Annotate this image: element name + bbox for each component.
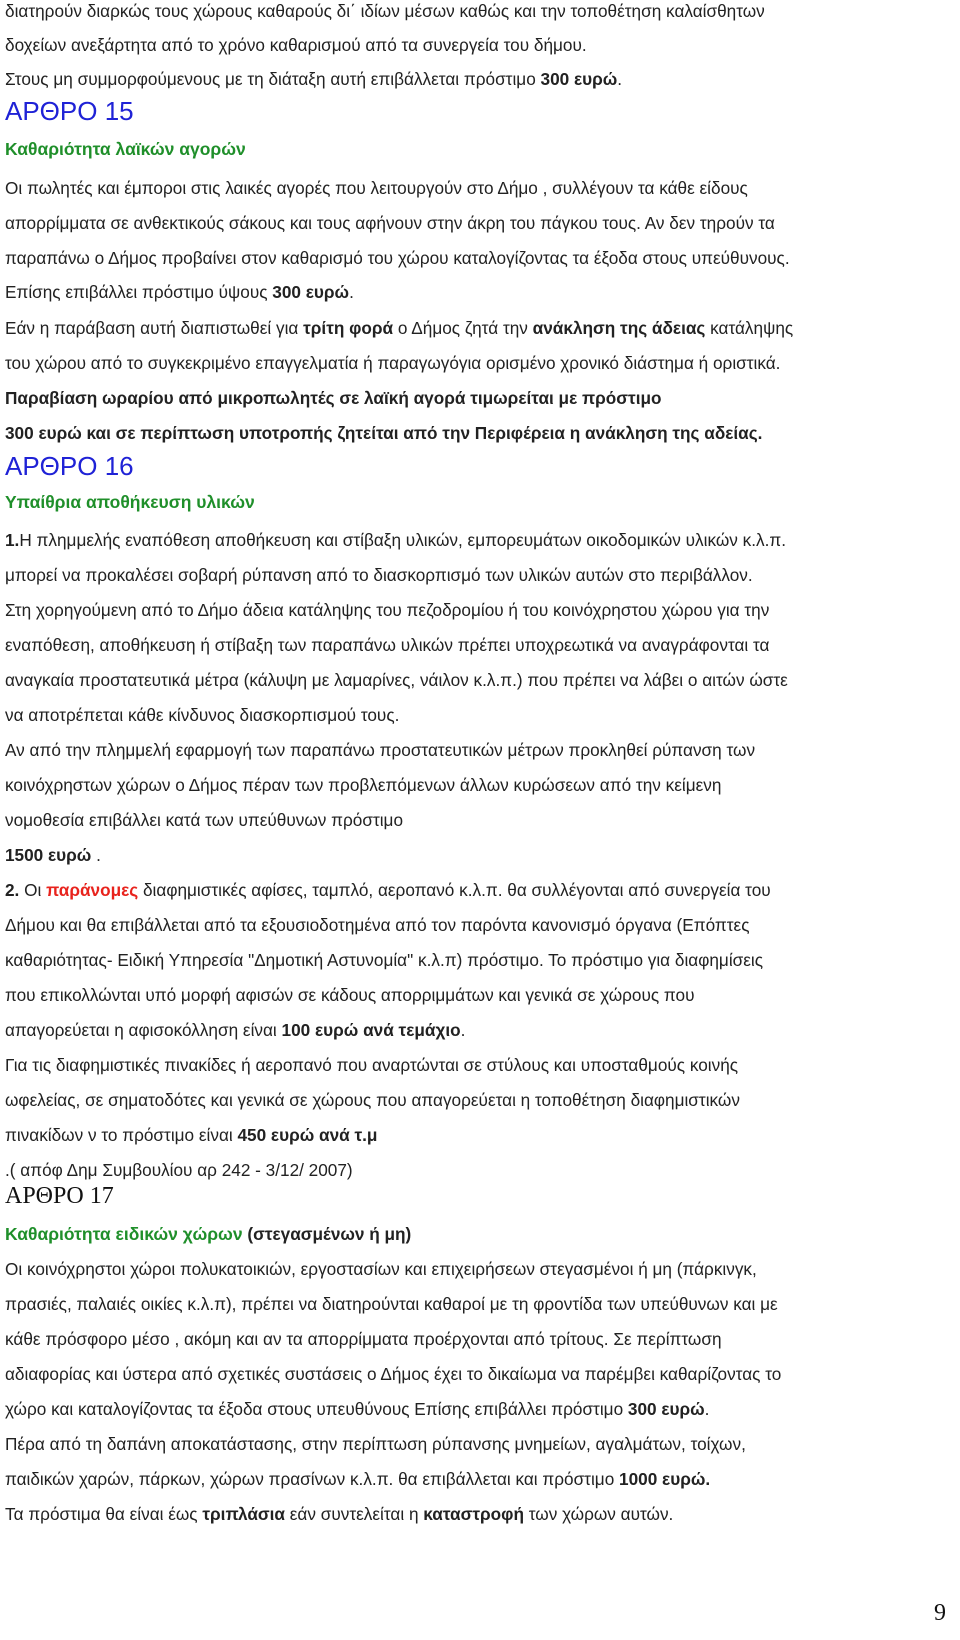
article-17-subheading — [5, 1222, 411, 1246]
article-16-subheading: Υπαίθρια αποθήκευση υλικών — [5, 492, 255, 512]
paragraph-line — [5, 1257, 757, 1281]
emphasis-text: τρίτη φορά — [303, 318, 394, 338]
text: Στη χορηγούμενη από το Δήμο άδεια κατάληψης του πεζοδρομίου ή του κοινόχρηστου χώρου για την — [5, 600, 770, 620]
paragraph-line — [5, 913, 749, 937]
text: Δήμου και θα επιβάλλεται από τα εξουσιοδοτημένα από τον παρόντα κανονισμό όργανα (Επόπτες — [5, 915, 750, 935]
paragraph-line — [5, 948, 763, 972]
fine-amount: 1000 ευρώ. — [619, 1469, 711, 1489]
text: . — [460, 1020, 466, 1040]
article-15-subheading: Καθαριότητα λαϊκών αγορών — [5, 139, 246, 159]
subheading-suffix: (στεγασμένων ή μη) — [242, 1224, 412, 1244]
item-number: 1. — [5, 530, 20, 550]
text: πινακίδων ν το πρόστιμο είναι — [5, 1125, 238, 1145]
text: Οι πωλητές και έμποροι στις λαικές αγορές που λειτουργούν στο Δήμο , συλλέγουν τα κάθε είδους — [5, 178, 748, 198]
paragraph-line — [5, 1053, 738, 1077]
paragraph-line — [5, 668, 788, 692]
text: νομοθεσία επιβάλλει κατά των υπεύθυνων πρόστιμο — [5, 810, 404, 830]
fine-amount: 450 ευρώ ανά τ.μ — [237, 1125, 378, 1145]
text: Επίσης επιβάλλει πρόστιμο ύψους — [5, 282, 273, 302]
page-number: 9 — [934, 1600, 946, 1626]
paragraph-line — [5, 1327, 722, 1351]
text: Τα πρόστιμα θα είναι έως — [5, 1504, 203, 1524]
paragraph-line — [5, 1123, 377, 1147]
paragraph-line — [5, 67, 622, 91]
paragraph-line — [5, 1362, 781, 1386]
text: εάν συντελείται η — [285, 1504, 424, 1524]
paragraph-line — [5, 983, 695, 1007]
decision-reference: .( απόφ Δημ Συμβουλίου αρ 242 - 3/12/ 2007) — [5, 1160, 353, 1180]
paragraph-line-bold: 300 ευρώ και σε περίπτωση υποτροπής ζητείται από την Περιφέρεια η ανάκληση της αδείας. — [5, 423, 763, 443]
paragraph-line-bold: Παραβίαση ωραρίου από μικροπωλητές σε λαϊκή αγορά τιμωρείται με πρόστιμο — [5, 388, 662, 408]
text: Πέρα από τη δαπάνη αποκατάστασης, στην περίπτωση ρύπανσης μνημείων, αγαλμάτων, τοίχων, — [5, 1434, 746, 1454]
text: διαφημιστικές αφίσες, ταμπλό, αεροπανό κ.λ.π. θα συλλέγονται από συνεργεία του — [138, 880, 771, 900]
text: . — [704, 1399, 710, 1419]
paragraph-line — [5, 773, 721, 797]
text: . — [617, 69, 623, 89]
text: κάθε πρόσφορο μέσο , ακόμη και αν τα απορρίμματα προέρχονται από τρίτους. Σε περίπτωση — [5, 1329, 722, 1349]
paragraph-line — [5, 633, 770, 657]
paragraph-line — [5, 0, 765, 23]
paragraph-line — [5, 598, 769, 622]
paragraph-line — [5, 211, 775, 235]
text: ωφελείας, σε σηματοδότες και γενικά σε χώρους που απαγορεύεται η τοποθέτηση διαφημιστικών — [5, 1090, 740, 1110]
text: αναγκαία προστατευτικά μέτρα (κάλυψη με λαμαρίνες, νάιλον κ.λ.π.) που πρέπει να λάβει ο αιτών ώστε — [5, 670, 788, 690]
paragraph-line — [5, 316, 793, 340]
text: πρασιές, παλαιές οικίες κ.λ.π), πρέπει να διατηρούνται καθαροί με τη φροντίδα των υπεύθυνων και με — [5, 1294, 778, 1314]
paragraph-line — [5, 1088, 740, 1112]
paragraph-line — [5, 176, 748, 200]
paragraph-line — [5, 563, 753, 587]
text: κατάληψης — [705, 318, 794, 338]
text: Οι κοινόχρηστοι χώροι πολυκατοικιών, εργοστασίων και επιχειρήσεων στεγασμένοι ή μη (πάρκινγκ, — [5, 1259, 757, 1279]
text: . — [91, 845, 101, 865]
text: κοινόχρηστων χώρων ο Δήμος πέραν των προβλεπόμενων άλλων κυρώσεων από την κείμενη — [5, 775, 722, 795]
fine-amount: 100 ευρώ ανά τεμάχιο — [281, 1020, 461, 1040]
text: Η πλημμελής εναπόθεση αποθήκευση και στίβαξη υλικών, εμπορευμάτων οικοδομικών υλικών κ.λ.π. — [19, 530, 787, 550]
paragraph-line — [5, 1502, 673, 1526]
text: των χώρων αυτών. — [523, 1504, 674, 1524]
text: εναπόθεση, αποθήκευση ή στίβαξη των παραπάνω υλικών πρέπει υποχρεωτικά να αναγράφονται τα — [5, 635, 770, 655]
emphasis-text: τριπλάσια — [202, 1504, 285, 1524]
text: του χώρου από το συγκεκριμένο επαγγελματία ή παραγωγόγια ορισμένο χρονικό διάστημα ή οριστικά. — [5, 353, 781, 373]
article-17-heading: ΑΡΘΡΟ 17 — [5, 1183, 114, 1209]
fine-amount: 300 ευρώ — [627, 1399, 705, 1419]
paragraph-line — [5, 33, 587, 57]
text: Οι — [19, 880, 47, 900]
paragraph-line — [5, 843, 101, 867]
text: παραπάνω ο Δήμος προβαίνει στον καθαρισμό του χώρου καταλογίζοντας τα έξοδα στους υπεύθυνους. — [5, 248, 790, 268]
paragraph-line — [5, 878, 771, 902]
highlight-text: παράνομες — [46, 880, 139, 900]
paragraph-line — [5, 1467, 710, 1491]
text: Στους μη συμμορφούμενους με τη διάταξη αυτή επιβάλλεται πρόστιμο — [5, 69, 541, 89]
subheading-text: Καθαριότητα ειδικών χώρων — [5, 1224, 243, 1244]
text: παιδικών χαρών, πάρκων, χώρων πρασίνων κ.λ.π. θα επιβάλλεται και πρόστιμο — [5, 1469, 620, 1489]
text: Για τις διαφημιστικές πινακίδες ή αεροπανό που αναρτώνται σε στύλους και υποσταθμούς κοινής — [5, 1055, 739, 1075]
paragraph-line — [5, 703, 399, 727]
fine-amount: 300 ευρώ — [540, 69, 618, 89]
paragraph-line — [5, 1158, 353, 1182]
paragraph-line — [5, 1292, 778, 1316]
paragraph-line — [5, 1432, 746, 1456]
text: διατηρούν διαρκώς τους χώρους καθαρούς δι΄ ιδίων μέσων καθώς και την τοποθέτηση καλαίσθητων — [5, 1, 765, 21]
article-16-heading: ΑΡΘΡΟ 16 — [5, 451, 134, 481]
item-number: 2. — [5, 880, 20, 900]
text: που επικολλώνται υπό μορφή αφισών σε κάδους απορριμμάτων και γενικά σε χώρους που — [5, 985, 695, 1005]
fine-amount: 1500 ευρώ — [5, 845, 92, 865]
text: μπορεί να προκαλέσει σοβαρή ρύπανση από το διασκορπισμό των υλικών αυτών στο περιβάλλον. — [5, 565, 753, 585]
paragraph-line — [5, 1397, 709, 1421]
text: καθαριότητας- Ειδική Υπηρεσία "Δημοτική Αστυνομία" κ.λ.π) πρόστιμο. Το πρόστιμο για διαφημίσεις — [5, 950, 764, 970]
text: δοχείων ανεξάρτητα από το χρόνο καθαρισμού από τα συνεργεία του δήμου. — [5, 35, 587, 55]
text: Εάν η παράβαση αυτή διαπιστωθεί για — [5, 318, 304, 338]
paragraph-line — [5, 528, 786, 552]
text: απαγορεύεται η αφισοκόλληση είναι — [5, 1020, 282, 1040]
paragraph-line — [5, 808, 403, 832]
paragraph-line — [5, 351, 780, 375]
text: χώρο και καταλογίζοντας τα έξοδα στους υπευθύνους Επίσης επιβάλλει πρόστιμο — [5, 1399, 628, 1419]
text: ο Δήμος ζητά την — [393, 318, 533, 338]
paragraph-line — [5, 738, 755, 762]
text: απορρίμματα σε ανθεκτικούς σάκους και τους αφήνουν στην άκρη του πάγκου τους. Αν δεν τηρούν τα — [5, 213, 775, 233]
emphasis-text: ανάκληση της άδειας — [532, 318, 706, 338]
text: αδιαφορίας και ύστερα από σχετικές συστάσεις ο Δήμος έχει το δικαίωμα να παρέμβει καθαρίζοντας το — [5, 1364, 782, 1384]
text: . — [349, 282, 354, 302]
fine-amount: 300 ευρώ — [272, 282, 350, 302]
article-15-heading: ΑΡΘΡΟ 15 — [5, 96, 134, 126]
emphasis-text: καταστροφή — [423, 1504, 524, 1524]
text: να αποτρέπεται κάθε κίνδυνος διασκορπισμού τους. — [5, 705, 400, 725]
paragraph-line — [5, 280, 354, 304]
paragraph-line — [5, 246, 790, 270]
paragraph-line — [5, 1018, 465, 1042]
text: Αν από την πλημμελή εφαρμογή των παραπάνω προστατευτικών μέτρων προκληθεί ρύπανση των — [5, 740, 756, 760]
